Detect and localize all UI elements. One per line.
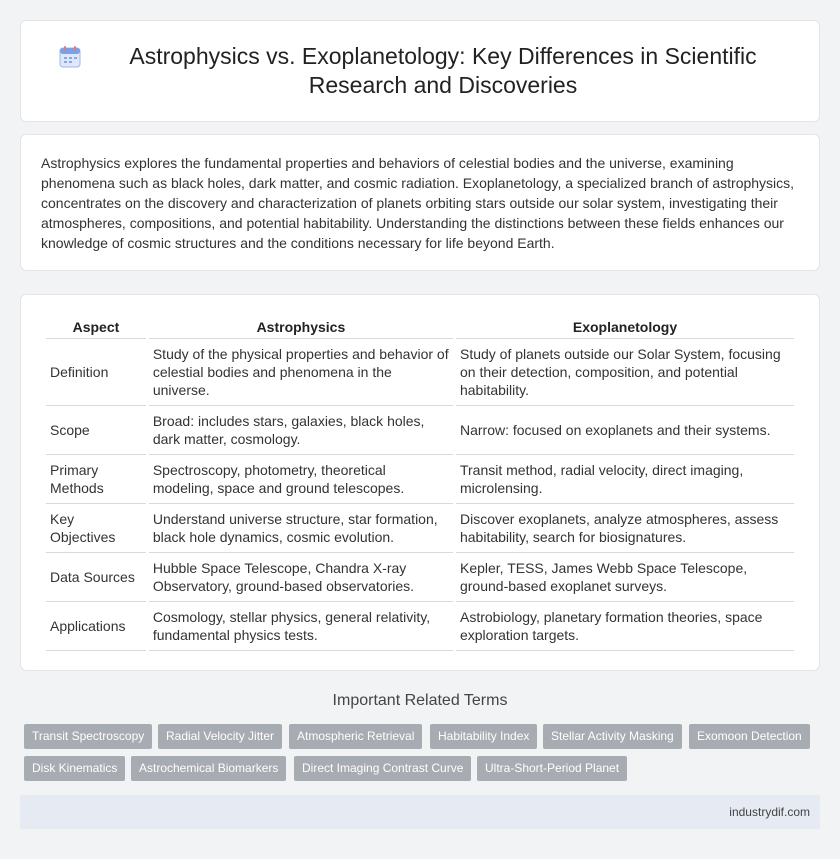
- comparison-table: [43, 311, 797, 651]
- table-header-row: [46, 311, 794, 339]
- row-exoplanetology: Transit method, radial velocity, direct imaging, microlensing.: [456, 455, 794, 504]
- row-astrophysics: Spectroscopy, photometry, theoretical modeling, space and ground telescopes.: [149, 455, 453, 504]
- related-term-tag[interactable]: Exomoon Detection: [689, 724, 810, 749]
- footer-site-link[interactable]: industrydif.com: [729, 805, 810, 819]
- row-exoplanetology: Narrow: focused on exoplanets and their systems.: [456, 406, 794, 455]
- header-astrophysics: Astrophysics: [149, 311, 453, 339]
- table-row: [46, 504, 794, 553]
- related-term-tag[interactable]: Stellar Activity Masking: [543, 724, 682, 749]
- row-aspect: Scope: [46, 406, 146, 455]
- page-title: Astrophysics vs. Exoplanetology: Key Differences in Scientific Research and Discoveries: [129, 43, 757, 98]
- row-exoplanetology: Kepler, TESS, James Webb Space Telescope, ground-based exoplanet surveys.: [456, 553, 794, 602]
- related-term-tag[interactable]: Habitability Index: [430, 724, 537, 749]
- header-aspect: Aspect: [46, 311, 146, 339]
- table-row: [46, 602, 794, 651]
- table-row: [46, 455, 794, 504]
- footer: [20, 795, 820, 829]
- title-card: [20, 20, 820, 122]
- related-term-tag[interactable]: Astrochemical Biomarkers: [131, 756, 286, 781]
- related-term-tag[interactable]: Disk Kinematics: [24, 756, 125, 781]
- row-astrophysics: Cosmology, stellar physics, general relativity, fundamental physics tests.: [149, 602, 453, 651]
- row-aspect: Definition: [46, 339, 146, 406]
- row-aspect: Key Objectives: [46, 504, 146, 553]
- table-row: [46, 339, 794, 406]
- intro-paragraph: Astrophysics explores the fundamental properties and behaviors of celestial bodies and the universe, examining phenomena such as black holes, dark matter, and cosmic radiation. Exoplanetology, a specialized branch of astrophysics, concentrates on the discovery and characterization of planets orbiting stars outside our solar system, investigating their atmospheres, compositions, and potential habitability. Understanding the distinctions between these fields enhances our knowledge of cosmic structures and the conditions necessary for life beyond Earth.: [41, 155, 795, 251]
- related-term-tag[interactable]: Transit Spectroscopy: [24, 724, 152, 749]
- related-term-tag[interactable]: Ultra-Short-Period Planet: [477, 756, 627, 781]
- row-astrophysics: Study of the physical properties and behavior of celestial bodies and phenomena in the universe.: [149, 339, 453, 406]
- row-exoplanetology: Discover exoplanets, analyze atmospheres, assess habitability, search for biosignatures.: [456, 504, 794, 553]
- comparison-card: [20, 294, 820, 671]
- related-term-tag[interactable]: Direct Imaging Contrast Curve: [294, 756, 471, 781]
- row-aspect: Data Sources: [46, 553, 146, 602]
- row-aspect: Primary Methods: [46, 455, 146, 504]
- related-term-tag[interactable]: Radial Velocity Jitter: [158, 724, 282, 749]
- calendar-icon: [57, 44, 83, 70]
- row-exoplanetology: Astrobiology, planetary formation theories, space exploration targets.: [456, 602, 794, 651]
- header-exoplanetology: Exoplanetology: [456, 311, 794, 339]
- intro-card: [20, 134, 820, 271]
- row-astrophysics: Understand universe structure, star formation, black hole dynamics, cosmic evolution.: [149, 504, 453, 553]
- row-exoplanetology: Study of planets outside our Solar System, focusing on their detection, composition, and potential habitability.: [456, 339, 794, 406]
- related-terms-heading: Important Related Terms: [332, 692, 508, 709]
- row-astrophysics: Broad: includes stars, galaxies, black holes, dark matter, cosmology.: [149, 406, 453, 455]
- table-row: [46, 553, 794, 602]
- title-wrap: [21, 21, 819, 121]
- table-row: [46, 406, 794, 455]
- row-astrophysics: Hubble Space Telescope, Chandra X-ray Observatory, ground-based observatories.: [149, 553, 453, 602]
- related-term-tag[interactable]: Atmospheric Retrieval: [289, 724, 422, 749]
- row-aspect: Applications: [46, 602, 146, 651]
